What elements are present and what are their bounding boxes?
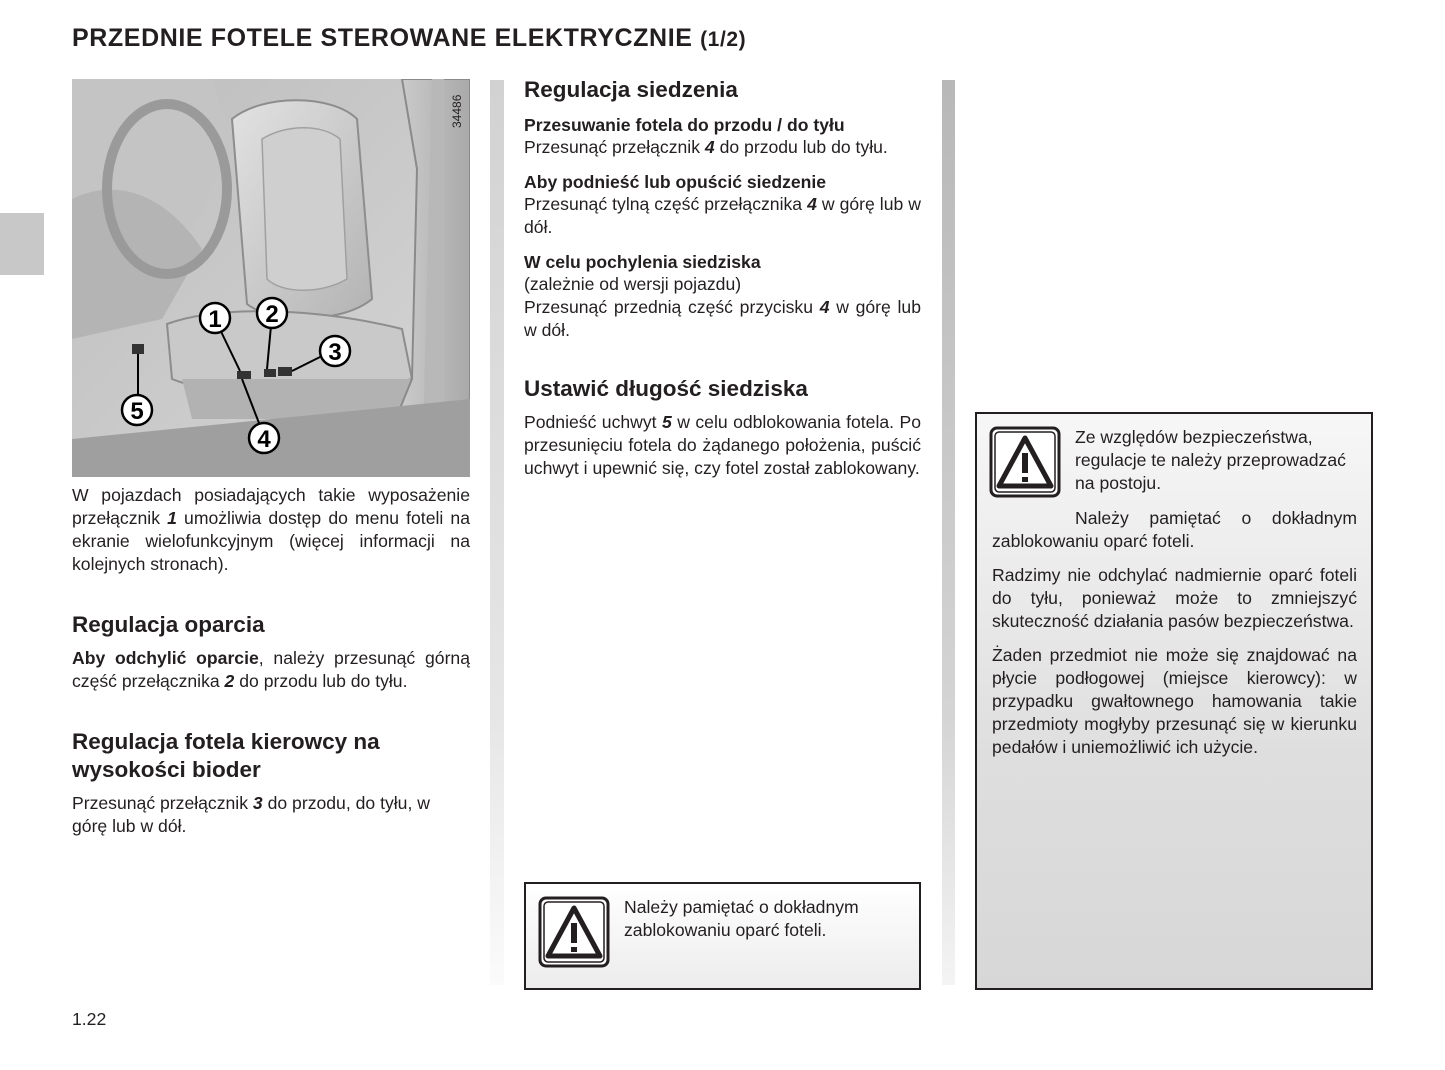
seat-illustration bbox=[72, 79, 470, 477]
slide-text: Przesunąć przełącznik bbox=[524, 137, 705, 157]
callout-5-label: 5 bbox=[130, 398, 144, 425]
ref-number: 1 bbox=[167, 508, 177, 528]
height-text: Przesunąć tylną część przełącznika bbox=[524, 194, 808, 214]
warning-paragraph: Ze względów bezpieczeństwa, regulacje te należy przeprowadzać na postoju. bbox=[1075, 427, 1346, 493]
slide-text: do przodu lub do tyłu. bbox=[714, 137, 888, 157]
length-text: w celu odblokowania fotela. Po przesunięciu fotela do żądanego położenia, puścić uchwyt i upewnić się, czy fotel został zablokowany. bbox=[524, 412, 921, 478]
length-text: Podnieść uchwyt bbox=[524, 412, 662, 432]
intro-text: umożliwia dostęp do menu foteli na ekranie wielofunkcyjnym (więcej informacji na kolejnych stronach). bbox=[72, 508, 470, 574]
backrest-text: , należy przesunąć górną część przełącznika bbox=[72, 648, 470, 691]
ref-number: 4 bbox=[704, 137, 715, 157]
height-text: w górę lub w dół. bbox=[524, 194, 921, 237]
ref-number: 2 bbox=[224, 671, 235, 691]
page-number: 1.22 bbox=[72, 1009, 107, 1029]
backrest-text: do przodu lub do tyłu. bbox=[234, 671, 408, 691]
intro-paragraph bbox=[72, 484, 470, 576]
hip-text: do przodu, do tyłu, w górę lub w dół. bbox=[72, 793, 430, 836]
subheading-tilt: W celu pochylenia siedziska bbox=[524, 252, 761, 272]
slide-paragraph bbox=[524, 136, 921, 159]
ref-number: 4 bbox=[807, 194, 817, 214]
figure-reference-number: 34486 bbox=[450, 94, 464, 128]
intro-text: W pojazdach posiadających takie wyposażenie przełącznik bbox=[72, 485, 470, 528]
callout-2-label: 2 bbox=[265, 301, 279, 328]
column-separator bbox=[490, 80, 504, 985]
warning-paragraph: Radzimy nie odchylać nadmiernie oparć foteli do tyłu, ponieważ może to zmniejszyć skuteczność działania pasów bezpieczeństwa. bbox=[992, 565, 1357, 631]
length-paragraph bbox=[524, 411, 921, 480]
hip-paragraph bbox=[72, 792, 470, 838]
page-title bbox=[72, 24, 746, 53]
warning-paragraph: Należy pamiętać o dokładnym zablokowaniu oparć foteli. bbox=[992, 508, 1357, 551]
warning-paragraph: Żaden przedmiot nie może się znajdować na płycie podłogowej (miejsce kierowcy): w przypadku gwałtownego hamowania takie przedmioty mogłyby przesunąć się w kierunku pedałów i uniemożliwić ich użycie. bbox=[992, 645, 1357, 757]
section-heading-backrest: Regulacja oparcia bbox=[72, 612, 265, 637]
left-column bbox=[72, 484, 470, 838]
warning-triangle-icon bbox=[989, 426, 1061, 498]
warning-box-large bbox=[975, 412, 1373, 990]
ref-number: 3 bbox=[252, 793, 263, 813]
section-heading-hip: Regulacja fotela kierowcy na wysokości bioder bbox=[72, 729, 380, 782]
callout-1-label: 1 bbox=[208, 306, 222, 333]
page-title-text: PRZEDNIE FOTELE STEROWANE ELEKTRYCZNIE bbox=[72, 24, 693, 52]
backrest-bold: Aby odchylić oparcie bbox=[72, 648, 259, 668]
warning-triangle-icon bbox=[538, 896, 610, 968]
callout-3-label: 3 bbox=[328, 339, 342, 366]
ref-number: 5 bbox=[662, 412, 672, 432]
chapter-tab bbox=[0, 213, 44, 275]
tilt-text: Przesunąć przednią część przycisku bbox=[524, 297, 820, 317]
warning-message: Należy pamiętać o dokładnym zablokowaniu oparć foteli. bbox=[624, 897, 859, 940]
ref-number: 4 bbox=[819, 297, 830, 317]
figure-reference bbox=[448, 84, 466, 130]
tilt-note: (zależnie od wersji pojazdu) bbox=[524, 274, 742, 294]
warning-text-p1 bbox=[1075, 426, 1357, 495]
page-title-part: (1/2) bbox=[700, 28, 747, 51]
middle-column bbox=[524, 76, 921, 480]
warning-box-small bbox=[524, 882, 921, 990]
backrest-paragraph bbox=[72, 647, 470, 693]
subheading-slide: Przesuwanie fotela do przodu / do tyłu bbox=[524, 115, 845, 135]
hip-text: Przesunąć przełącznik bbox=[72, 793, 253, 813]
section-heading-length: Ustawić długość siedziska bbox=[524, 376, 808, 401]
height-paragraph bbox=[524, 193, 921, 239]
callout-4-label: 4 bbox=[257, 426, 271, 453]
column-separator bbox=[942, 80, 955, 985]
subheading-height: Aby podnieść lub opuścić siedzenie bbox=[524, 172, 827, 192]
tilt-text: w górę lub w dół. bbox=[524, 297, 921, 340]
warning-text-small bbox=[624, 896, 906, 942]
tilt-paragraph bbox=[524, 296, 921, 342]
section-heading-seat: Regulacja siedzenia bbox=[524, 77, 738, 102]
seat-controls-figure bbox=[72, 79, 470, 477]
warning-text-rest bbox=[992, 507, 1357, 759]
